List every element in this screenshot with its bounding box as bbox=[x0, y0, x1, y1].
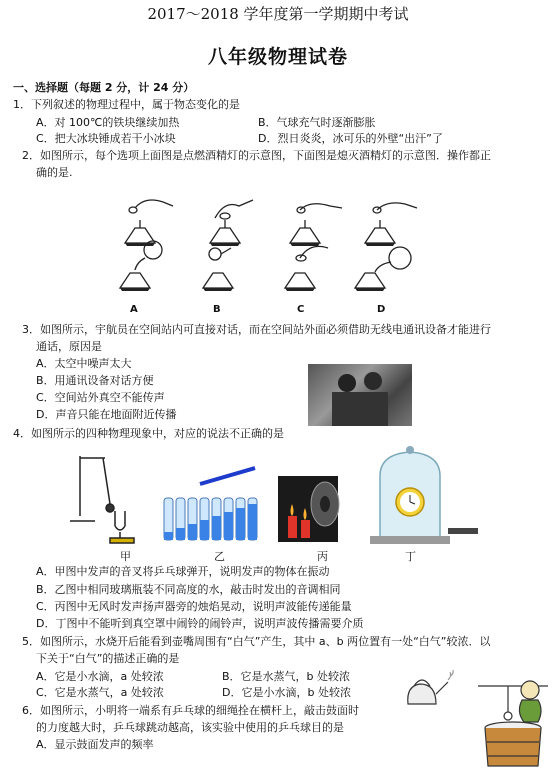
q3-stem-line1: 3．如图所示，宇航员在空间站内可直接对话，而在空间站外面必须借助无线电通讯设备才能进行 bbox=[22, 323, 491, 336]
sound-phenomena-figure bbox=[60, 446, 480, 546]
q3-option-a: A．太空中噪声太大 bbox=[36, 357, 132, 370]
speaker-candle-figure bbox=[278, 476, 339, 542]
q5-option-a: A．它是小水滴，a 处较浓 bbox=[36, 670, 164, 683]
lamp-c-bottom bbox=[285, 246, 328, 288]
q5-option-d: D．它是小水滴，b 处较浓 bbox=[222, 686, 351, 699]
q3-option-b: B．用通讯设备对话方便 bbox=[36, 374, 154, 387]
q2-stem-line1: 2．如图所示，每个选项上面图是点燃酒精灯的示意图，下面图是熄灭酒精灯的示意图．操作都正 bbox=[22, 149, 491, 162]
alcohol-lamp-figure bbox=[115, 188, 435, 308]
bell-jar-figure bbox=[370, 446, 478, 544]
exam-title: 2017～2018 学年度第一学期期中考试 bbox=[147, 5, 409, 23]
lamp-d-top bbox=[365, 203, 417, 243]
q3-option-c: C．空间站外真空不能传声 bbox=[36, 391, 165, 404]
q4-label-yi: 乙 bbox=[214, 550, 225, 563]
q3-stem-line2: 通话，原因是 bbox=[36, 340, 102, 353]
glass-bottles-figure bbox=[164, 468, 257, 540]
lamp-a-bottom bbox=[120, 241, 162, 288]
q1-option-c: C．把大冰块锤成若干小冰块 bbox=[36, 132, 176, 145]
lamp-a-top bbox=[125, 200, 173, 243]
q5-option-b: B．它是水蒸气，b 处较浓 bbox=[222, 670, 351, 683]
q4-label-jia: 甲 bbox=[120, 550, 131, 563]
q4-option-c: C．丙图中无风时发声扬声器旁的烛焰晃动，说明声波能传递能量 bbox=[36, 600, 352, 613]
q4-option-d: D．丁图中不能听到真空罩中闹铃的闹铃声，说明声波传播需要介质 bbox=[36, 617, 364, 630]
q6-option-a: A．显示鼓面发声的频率 bbox=[36, 738, 154, 751]
lamp-c-top bbox=[290, 204, 342, 243]
q1-option-a: A．对 100℃的铁块继续加热 bbox=[36, 116, 180, 129]
q5-stem-line2: 下关于“白气”的描述正确的是 bbox=[36, 652, 180, 665]
q1-option-d: D．烈日炎炎，冰可乐的外壁“出汗”了 bbox=[258, 132, 443, 145]
paper-title: 八年级物理试卷 bbox=[207, 46, 348, 68]
q2-stem-line2: 确的是. bbox=[36, 166, 73, 179]
q5-stem-line1: 5．如图所示，水烧开后能看到壶嘴周围有“白气”产生，其中 a、b 两位置有一处“白气”较浓．以 bbox=[22, 635, 491, 648]
q1-stem: 1．下列叙述的物理过程中，属于物态变化的是 bbox=[13, 98, 240, 111]
q1-option-b: B．气球充气时逐渐膨胀 bbox=[258, 116, 376, 129]
q5-option-c: C．它是水蒸气，a 处较浓 bbox=[36, 686, 164, 699]
q2-label-a: A bbox=[130, 304, 138, 315]
drum-pingpong-figure bbox=[468, 672, 554, 768]
kettle-figure bbox=[400, 664, 456, 708]
q3-option-d: D．声音只能在地面附近传播 bbox=[36, 408, 177, 421]
q6-stem-line1: 6．如图所示，小明将一端系有乒乓球的细绳拴在横杆上，敲击鼓面时 bbox=[22, 704, 359, 717]
q4-option-b: B．乙图中相同玻璃瓶装不同高度的水，敲击时发出的音调相同 bbox=[36, 583, 341, 596]
lamp-b-top bbox=[210, 200, 253, 243]
lamp-d-bottom bbox=[355, 247, 411, 288]
q4-label-bing: 丙 bbox=[317, 550, 328, 563]
q6-stem-line2: 的力度越大时，乒乓球跳动越高，该实验中使用的乒乓球目的是 bbox=[36, 721, 344, 734]
q4-label-ding: 丁 bbox=[405, 550, 416, 563]
q4-option-a: A．甲图中发声的音叉将乒乓球弹开，说明发声的物体在振动 bbox=[36, 565, 330, 578]
q4-stem: 4．如图所示的四种物理现象中，对应的说法不正确的是 bbox=[13, 427, 284, 440]
q2-label-c: C bbox=[297, 304, 305, 315]
q2-label-b: B bbox=[213, 304, 221, 315]
lamp-b-bottom bbox=[203, 248, 233, 288]
section-heading: 一、选择题（每题 2 分，计 24 分） bbox=[13, 81, 195, 94]
q2-label-d: D bbox=[377, 304, 386, 315]
tuning-fork-figure bbox=[70, 456, 134, 543]
astronaut-photo bbox=[308, 364, 412, 426]
